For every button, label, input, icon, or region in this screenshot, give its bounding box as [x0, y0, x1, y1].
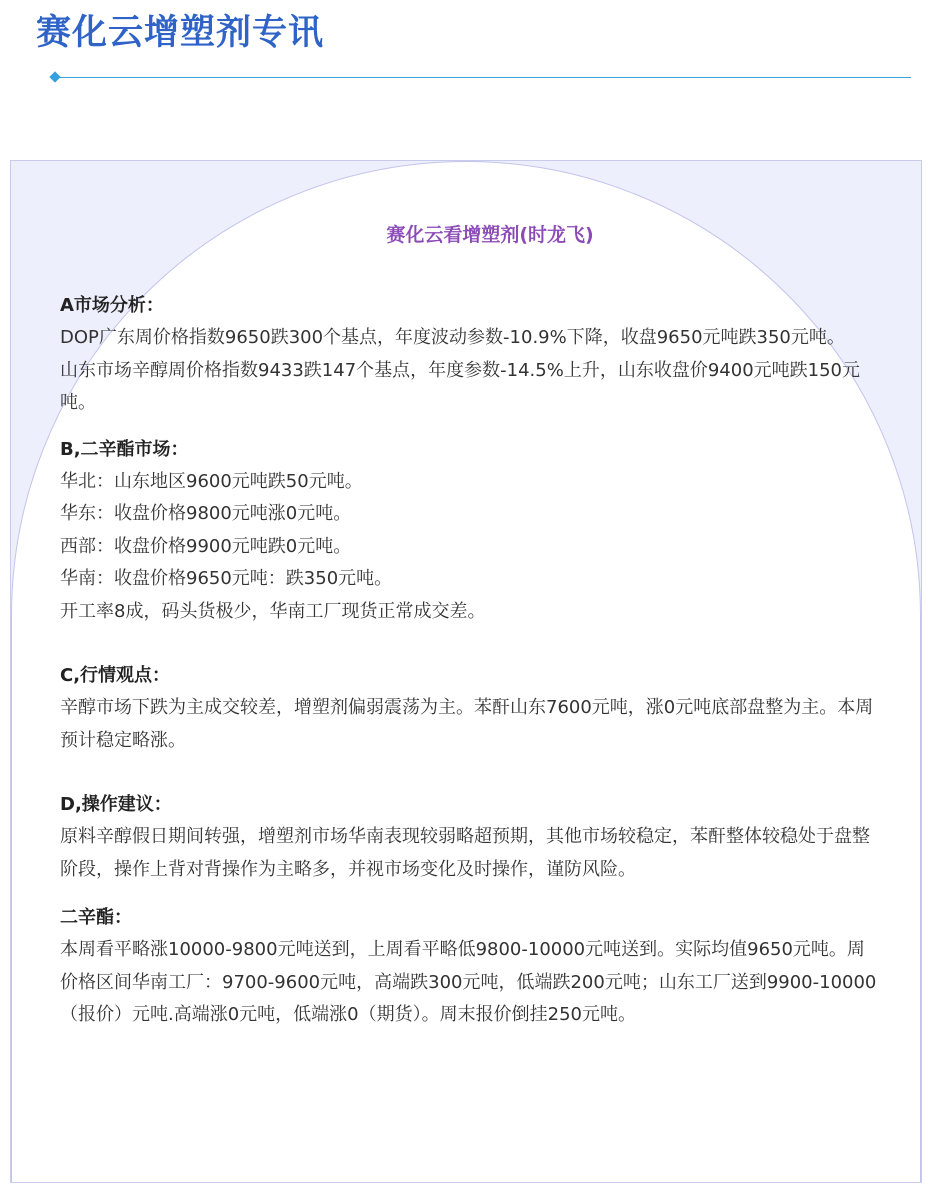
section-a-paragraph-1: DOP广东周价格指数9650跌300个基点，年度波动参数-10.9%下降，收盘9650元吨跌350元吨。 — [60, 327, 845, 348]
section-b-title: B,二辛酯市场： — [60, 438, 189, 460]
page-title: 赛化云增塑剂专讯 — [36, 13, 325, 53]
spacer — [60, 886, 880, 902]
section-a-title: A市场分析： — [60, 295, 164, 316]
section-b-line-north: 华北：山东地区9600元吨跌50元吨。 — [60, 470, 363, 492]
section-d-title: D,操作建议： — [60, 794, 172, 815]
section-a-paragraph-2: 山东市场辛醇周价格指数9433跌147个基点，年度参数-14.5%上升，山东收盘价9400元吨跌150元吨。 — [60, 359, 861, 413]
card-heading: 赛化云看增塑剂(时龙飞) — [386, 224, 594, 246]
section-c-title: C,行情观点： — [60, 665, 171, 686]
section-e-paragraph: 本周看平略涨10000-9800元吨送到，上周看平略低9800-10000元吨送到。实际均值9650元吨。周价格区间华南工厂：9700-9600元吨，高端跌300元吨，低端跌200元吨；山东工厂送到9900-10000（报价）元吨.高端涨0元吨，低端涨0（期货）。周末报价倒挂250元吨。 — [60, 939, 877, 1025]
section-e-title: 二辛酯： — [60, 907, 132, 928]
section-b-line-south: 华南：收盘价格9650元吨：跌350元吨。 — [60, 568, 393, 589]
diamond-icon — [49, 71, 60, 82]
spacer — [60, 757, 880, 789]
section-b-line-west: 西部：收盘价格9900元吨跌0元吨。 — [60, 535, 352, 557]
section-b-line-operating-rate: 开工率8成，码头货极少，华南工厂现货正常成交差。 — [60, 600, 486, 622]
section-b-line-east: 华东：收盘价格9800元吨涨0元吨。 — [60, 503, 352, 524]
spacer — [60, 628, 880, 660]
card-content — [60, 209, 880, 1032]
section-c-paragraph: 辛醇市场下跌为主成交较差，增塑剂偏弱震荡为主。苯酐山东7600元吨，涨0元吨底部盘整为主。本周预计稳定略涨。 — [60, 697, 874, 751]
section-d-paragraph: 原料辛醇假日期间转强，增塑剂市场华南表现较弱略超预期，其他市场较稳定，苯酐整体较稳处于盘整阶段，操作上背对背操作为主略多，并视市场变化及时操作，谨防风险。 — [60, 826, 870, 880]
spacer — [60, 420, 880, 434]
title-divider — [56, 77, 911, 78]
article-card — [10, 160, 922, 1183]
